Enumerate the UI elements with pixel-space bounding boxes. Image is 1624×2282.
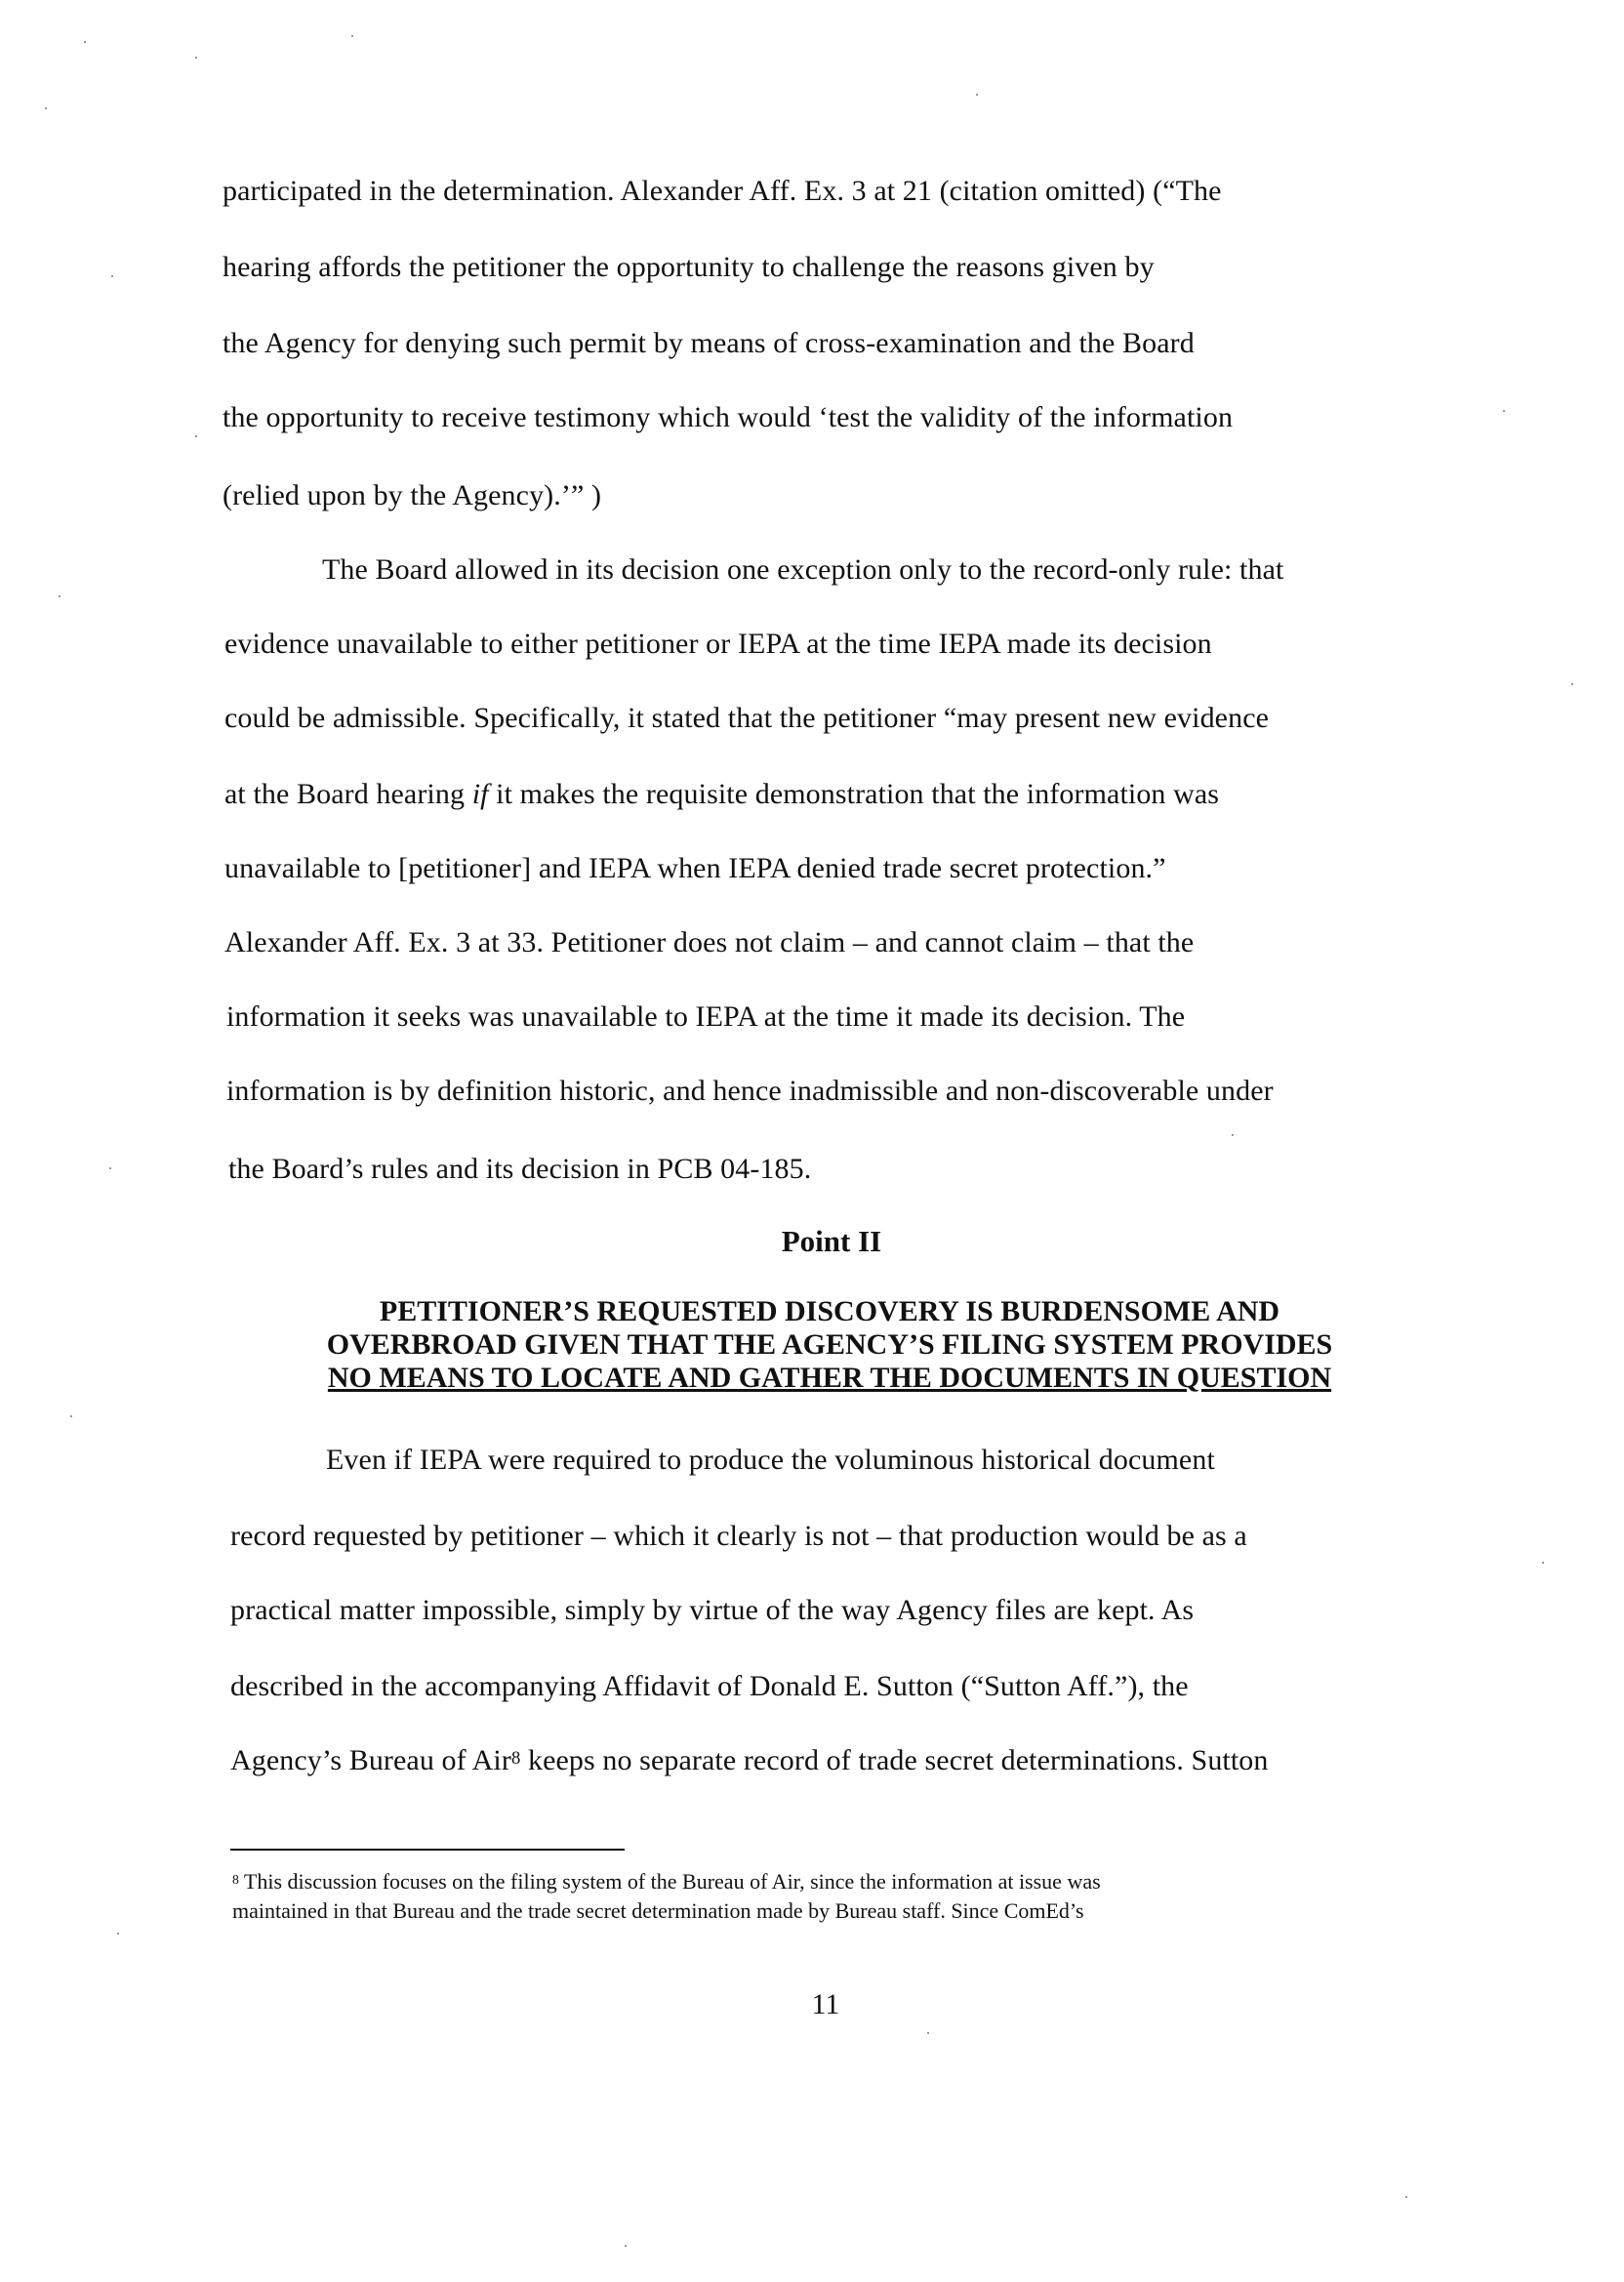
scan-speck [117, 1933, 119, 1935]
paragraph-2-line-7: information it seeks was unavailable to IEPA at the time it made its decision. The [226, 1000, 1186, 1033]
paragraph-1-line-4: the opportunity to receive testimony which would ‘test the validity of the information [223, 401, 1234, 433]
paragraph-3-line-5 [230, 1743, 1269, 1778]
paragraph-2-line-4-end: it makes the requisite demonstration that the information was [488, 778, 1220, 810]
footnote-marker: 8 [232, 1872, 239, 1888]
scan-speck [351, 35, 353, 37]
paragraph-3-line-5-start: Agency’s Bureau of Air [230, 1744, 511, 1776]
section-heading-line-2: OVERBROAD GIVEN THAT THE AGENCY’S FILING SYSTEM PROVIDES [326, 1328, 1333, 1361]
scan-speck [625, 2245, 627, 2247]
section-title: Point II [781, 1224, 882, 1258]
paragraph-3-line-2: record requested by petitioner – which it clearly is not – that production would be as a [230, 1520, 1247, 1552]
scan-speck [1542, 1562, 1544, 1564]
scan-speck [109, 1167, 111, 1169]
footnote-text-1: This discussion focuses on the filing system of the Bureau of Air, since the information at issue was [238, 1869, 1101, 1894]
paragraph-3-line-3: practical matter impossible, simply by virtue of the way Agency files are kept. As [230, 1594, 1195, 1626]
paragraph-1-line-1: participated in the determination. Alexander Aff. Ex. 3 at 21 (citation omitted) (“The [223, 175, 1222, 207]
scan-speck [1503, 410, 1505, 412]
paragraph-2-line-2: evidence unavailable to either petitioner or IEPA at the time IEPA made its decision [224, 628, 1212, 660]
paragraph-1-line-5: (relied upon by the Agency).’” ) [223, 479, 602, 511]
footnote-line-2: maintained in that Bureau and the trade secret determination made by Bureau staff. Since ComEd’s [232, 1898, 1084, 1923]
paragraph-2-line-4 [224, 777, 1219, 812]
paragraph-1-line-3: the Agency for denying such permit by means of cross-examination and the Board [223, 327, 1195, 359]
scan-speck [1232, 1134, 1234, 1136]
paragraph-2-line-1: The Board allowed in its decision one exception only to the record-only rule: that [322, 553, 1284, 586]
paragraph-3-line-5-end: keeps no separate record of trade secret determinations. Sutton [520, 1744, 1269, 1776]
paragraph-2-line-5: unavailable to [petitioner] and IEPA when IEPA denied trade secret protection.” [224, 852, 1166, 884]
scan-speck [195, 435, 197, 437]
paragraph-2-line-4-start: at the Board hearing [224, 778, 472, 810]
paragraph-2-line-8: information is by definition historic, and hence inadmissible and non-discoverable under [226, 1075, 1274, 1107]
footnote-line-1 [232, 1868, 1101, 1895]
scan-speck [976, 94, 978, 96]
scan-speck [195, 57, 197, 59]
emphasis-if: if [471, 778, 489, 810]
footnote-separator [230, 1849, 625, 1851]
scan-speck [59, 595, 61, 597]
scan-speck [84, 41, 86, 43]
scan-speck [70, 1415, 72, 1417]
paragraph-2-line-6: Alexander Aff. Ex. 3 at 33. Petitioner does not claim – and cannot claim – that the [224, 926, 1195, 958]
paragraph-2-line-3: could be admissible. Specifically, it stated that the petitioner “may present new evidence [224, 702, 1270, 734]
scan-speck [1405, 2196, 1407, 2198]
paragraph-2-line-9: the Board’s rules and its decision in PCB 04-185. [228, 1153, 812, 1185]
page-number: 11 [811, 1988, 840, 2020]
scan-speck [927, 2032, 929, 2034]
paragraph-3-line-1: Even if IEPA were required to produce the voluminous historical document [326, 1444, 1215, 1476]
paragraph-1-line-2: hearing affords the petitioner the opportunity to challenge the reasons given by [223, 251, 1155, 283]
section-heading-line-3: NO MEANS TO LOCATE AND GATHER THE DOCUMENTS IN QUESTION [327, 1362, 1332, 1394]
scan-speck [45, 107, 47, 109]
section-heading-line-1: PETITIONER’S REQUESTED DISCOVERY IS BURDENSOME AND [379, 1295, 1280, 1327]
scan-speck [1571, 683, 1573, 685]
scan-speck [111, 275, 113, 277]
footnote-reference[interactable]: 8 [510, 1747, 521, 1769]
paragraph-3-line-4: described in the accompanying Affidavit of Donald E. Sutton (“Sutton Aff.”), the [230, 1670, 1189, 1702]
